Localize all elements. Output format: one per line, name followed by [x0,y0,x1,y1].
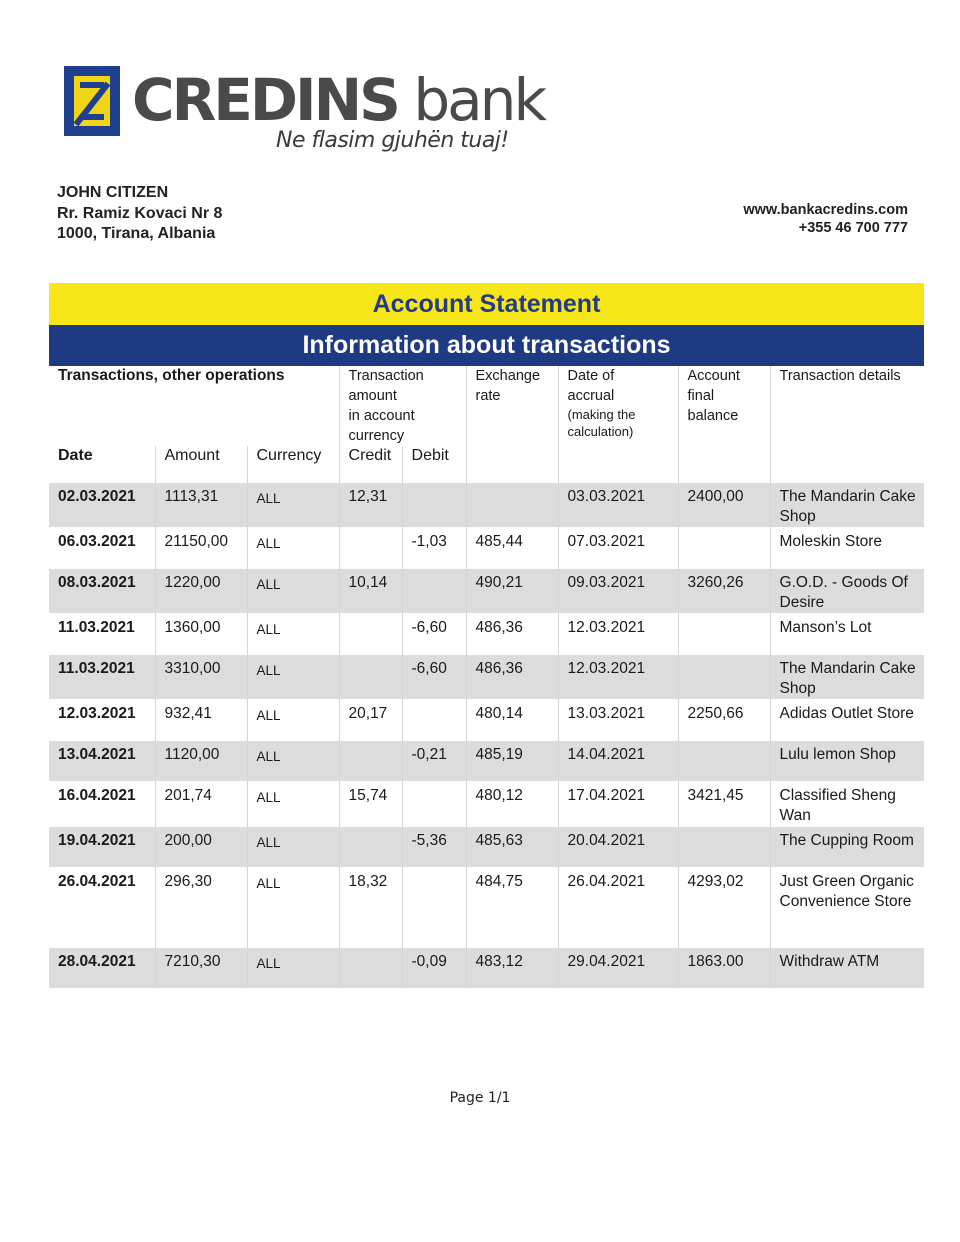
cell-accrual-date: 17.04.2021 [558,781,678,826]
header-accrual-date: Date of accrual (making the calculation) [558,366,678,482]
cell-accrual-date: 07.03.2021 [558,527,678,568]
cell-date: 19.04.2021 [49,826,155,867]
cell-credit [339,654,402,699]
statement-subtitle: Information about transactions [49,325,924,366]
bank-contact [743,201,908,237]
cell-details: Adidas Outlet Store [770,699,924,740]
header-debit: Debit [402,446,466,482]
cell-final-balance [678,826,770,867]
cell-exchange-rate: 483,12 [466,947,558,988]
cell-date: 02.03.2021 [49,482,155,527]
cell-debit [402,867,466,947]
cell-details: Lulu lemon Shop [770,740,924,781]
cell-exchange-rate: 480,14 [466,699,558,740]
table-row [49,568,924,613]
cell-exchange-rate: 486,36 [466,654,558,699]
cell-credit [339,613,402,654]
cell-amount: 21150,00 [155,527,247,568]
cell-credit [339,947,402,988]
cell-date: 08.03.2021 [49,568,155,613]
table-row [49,947,924,988]
cell-exchange-rate: 484,75 [466,867,558,947]
cell-final-balance [678,613,770,654]
cell-debit: -1,03 [402,527,466,568]
table-row [49,654,924,699]
header-exchange-rate: Exchange rate [466,366,558,482]
cell-amount: 296,30 [155,867,247,947]
cell-debit [402,781,466,826]
customer-name: JOHN CITIZEN [57,184,169,201]
cell-debit: -0,21 [402,740,466,781]
cell-final-balance [678,740,770,781]
cell-currency: ALL [247,482,339,527]
cell-debit: -0,09 [402,947,466,988]
cell-exchange-rate [466,482,558,527]
bank-website: www.bankacredins.com [743,202,908,218]
cell-credit: 12,31 [339,482,402,527]
cell-final-balance: 3421,45 [678,781,770,826]
cell-details: The Cupping Room [770,826,924,867]
cell-final-balance: 2400,00 [678,482,770,527]
header-date: Date [58,447,93,464]
cell-date: 11.03.2021 [49,613,155,654]
table-row [49,867,924,947]
header-group: Transactions, other operations [58,367,285,384]
table-row [49,826,924,867]
cell-accrual-date: 20.04.2021 [558,826,678,867]
table-row [49,482,924,527]
cell-date: 13.04.2021 [49,740,155,781]
header-amount-group: Transaction amount in account currency [339,366,466,446]
cell-final-balance: 2250,66 [678,699,770,740]
header-credit: Credit [339,446,402,482]
cell-amount: 201,74 [155,781,247,826]
cell-debit [402,568,466,613]
customer-address [57,183,222,245]
header-details: Transaction details [770,366,924,482]
cell-amount: 1113,31 [155,482,247,527]
cell-exchange-rate: 485,63 [466,826,558,867]
cell-currency: ALL [247,613,339,654]
cell-currency: ALL [247,781,339,826]
customer-city: 1000, Tirana, Albania [57,225,216,242]
cell-currency: ALL [247,568,339,613]
cell-amount: 7210,30 [155,947,247,988]
customer-street: Rr. Ramiz Kovaci Nr 8 [57,204,223,222]
cell-amount: 932,41 [155,699,247,740]
cell-exchange-rate: 486,36 [466,613,558,654]
cell-exchange-rate: 480,12 [466,781,558,826]
cell-currency: ALL [247,740,339,781]
cell-currency: ALL [247,826,339,867]
transactions-table [49,366,924,988]
table-row [49,527,924,568]
cell-currency: ALL [247,654,339,699]
cell-accrual-date: 09.03.2021 [558,568,678,613]
bank-tagline: Ne flasim gjuhën tuaj! [276,128,509,153]
cell-date: 06.03.2021 [49,527,155,568]
cell-date: 11.03.2021 [49,654,155,699]
cell-accrual-date: 26.04.2021 [558,867,678,947]
bank-logo [64,66,545,162]
cell-details: Withdraw ATM [770,947,924,988]
cell-credit: 10,14 [339,568,402,613]
cell-date: 16.04.2021 [49,781,155,826]
cell-exchange-rate: 485,44 [466,527,558,568]
cell-amount: 3310,00 [155,654,247,699]
cell-accrual-date: 03.03.2021 [558,482,678,527]
cell-accrual-date: 12.03.2021 [558,613,678,654]
cell-details: G.O.D. - Goods Of Desire [770,568,924,613]
cell-debit: -5,36 [402,826,466,867]
cell-debit [402,482,466,527]
page-number: Page 1/1 [449,1090,511,1106]
cell-credit: 18,32 [339,867,402,947]
cell-currency: ALL [247,867,339,947]
table-header-top [49,366,924,446]
cell-debit: -6,60 [402,654,466,699]
cell-amount: 1360,00 [155,613,247,654]
cell-exchange-rate: 490,21 [466,568,558,613]
cell-details: Just Green Organic Convenience Store [770,867,924,947]
cell-details: Manson’s Lot [770,613,924,654]
cell-exchange-rate: 485,19 [466,740,558,781]
bank-wordmark: CREDINS bank [132,66,545,134]
cell-amount: 1220,00 [155,568,247,613]
table-row [49,699,924,740]
cell-final-balance: 1863.00 [678,947,770,988]
header-final-balance: Account final balance [678,366,770,482]
cell-credit [339,740,402,781]
bank-logo-icon [64,66,120,136]
cell-accrual-date: 12.03.2021 [558,654,678,699]
cell-currency: ALL [247,947,339,988]
cell-details: Classified Sheng Wan [770,781,924,826]
cell-accrual-date: 29.04.2021 [558,947,678,988]
table-row [49,613,924,654]
cell-details: The Mandarin Cake Shop [770,654,924,699]
cell-currency: ALL [247,527,339,568]
table-row [49,781,924,826]
cell-accrual-date: 14.04.2021 [558,740,678,781]
bank-phone: +355 46 700 777 [798,220,908,236]
cell-accrual-date: 13.03.2021 [558,699,678,740]
cell-details: The Mandarin Cake Shop [770,482,924,527]
cell-debit [402,699,466,740]
header-amount: Amount [155,446,247,482]
cell-date: 28.04.2021 [49,947,155,988]
cell-credit: 15,74 [339,781,402,826]
cell-credit [339,527,402,568]
cell-credit [339,826,402,867]
cell-amount: 200,00 [155,826,247,867]
cell-debit: -6,60 [402,613,466,654]
cell-date: 12.03.2021 [49,699,155,740]
statement-title: Account Statement [49,283,924,325]
cell-currency: ALL [247,699,339,740]
cell-final-balance: 4293,02 [678,867,770,947]
cell-amount: 1120,00 [155,740,247,781]
header-currency: Currency [247,446,339,482]
table-row [49,740,924,781]
cell-final-balance [678,654,770,699]
cell-final-balance: 3260,26 [678,568,770,613]
cell-details: Moleskin Store [770,527,924,568]
cell-date: 26.04.2021 [49,867,155,947]
cell-final-balance [678,527,770,568]
cell-credit: 20,17 [339,699,402,740]
